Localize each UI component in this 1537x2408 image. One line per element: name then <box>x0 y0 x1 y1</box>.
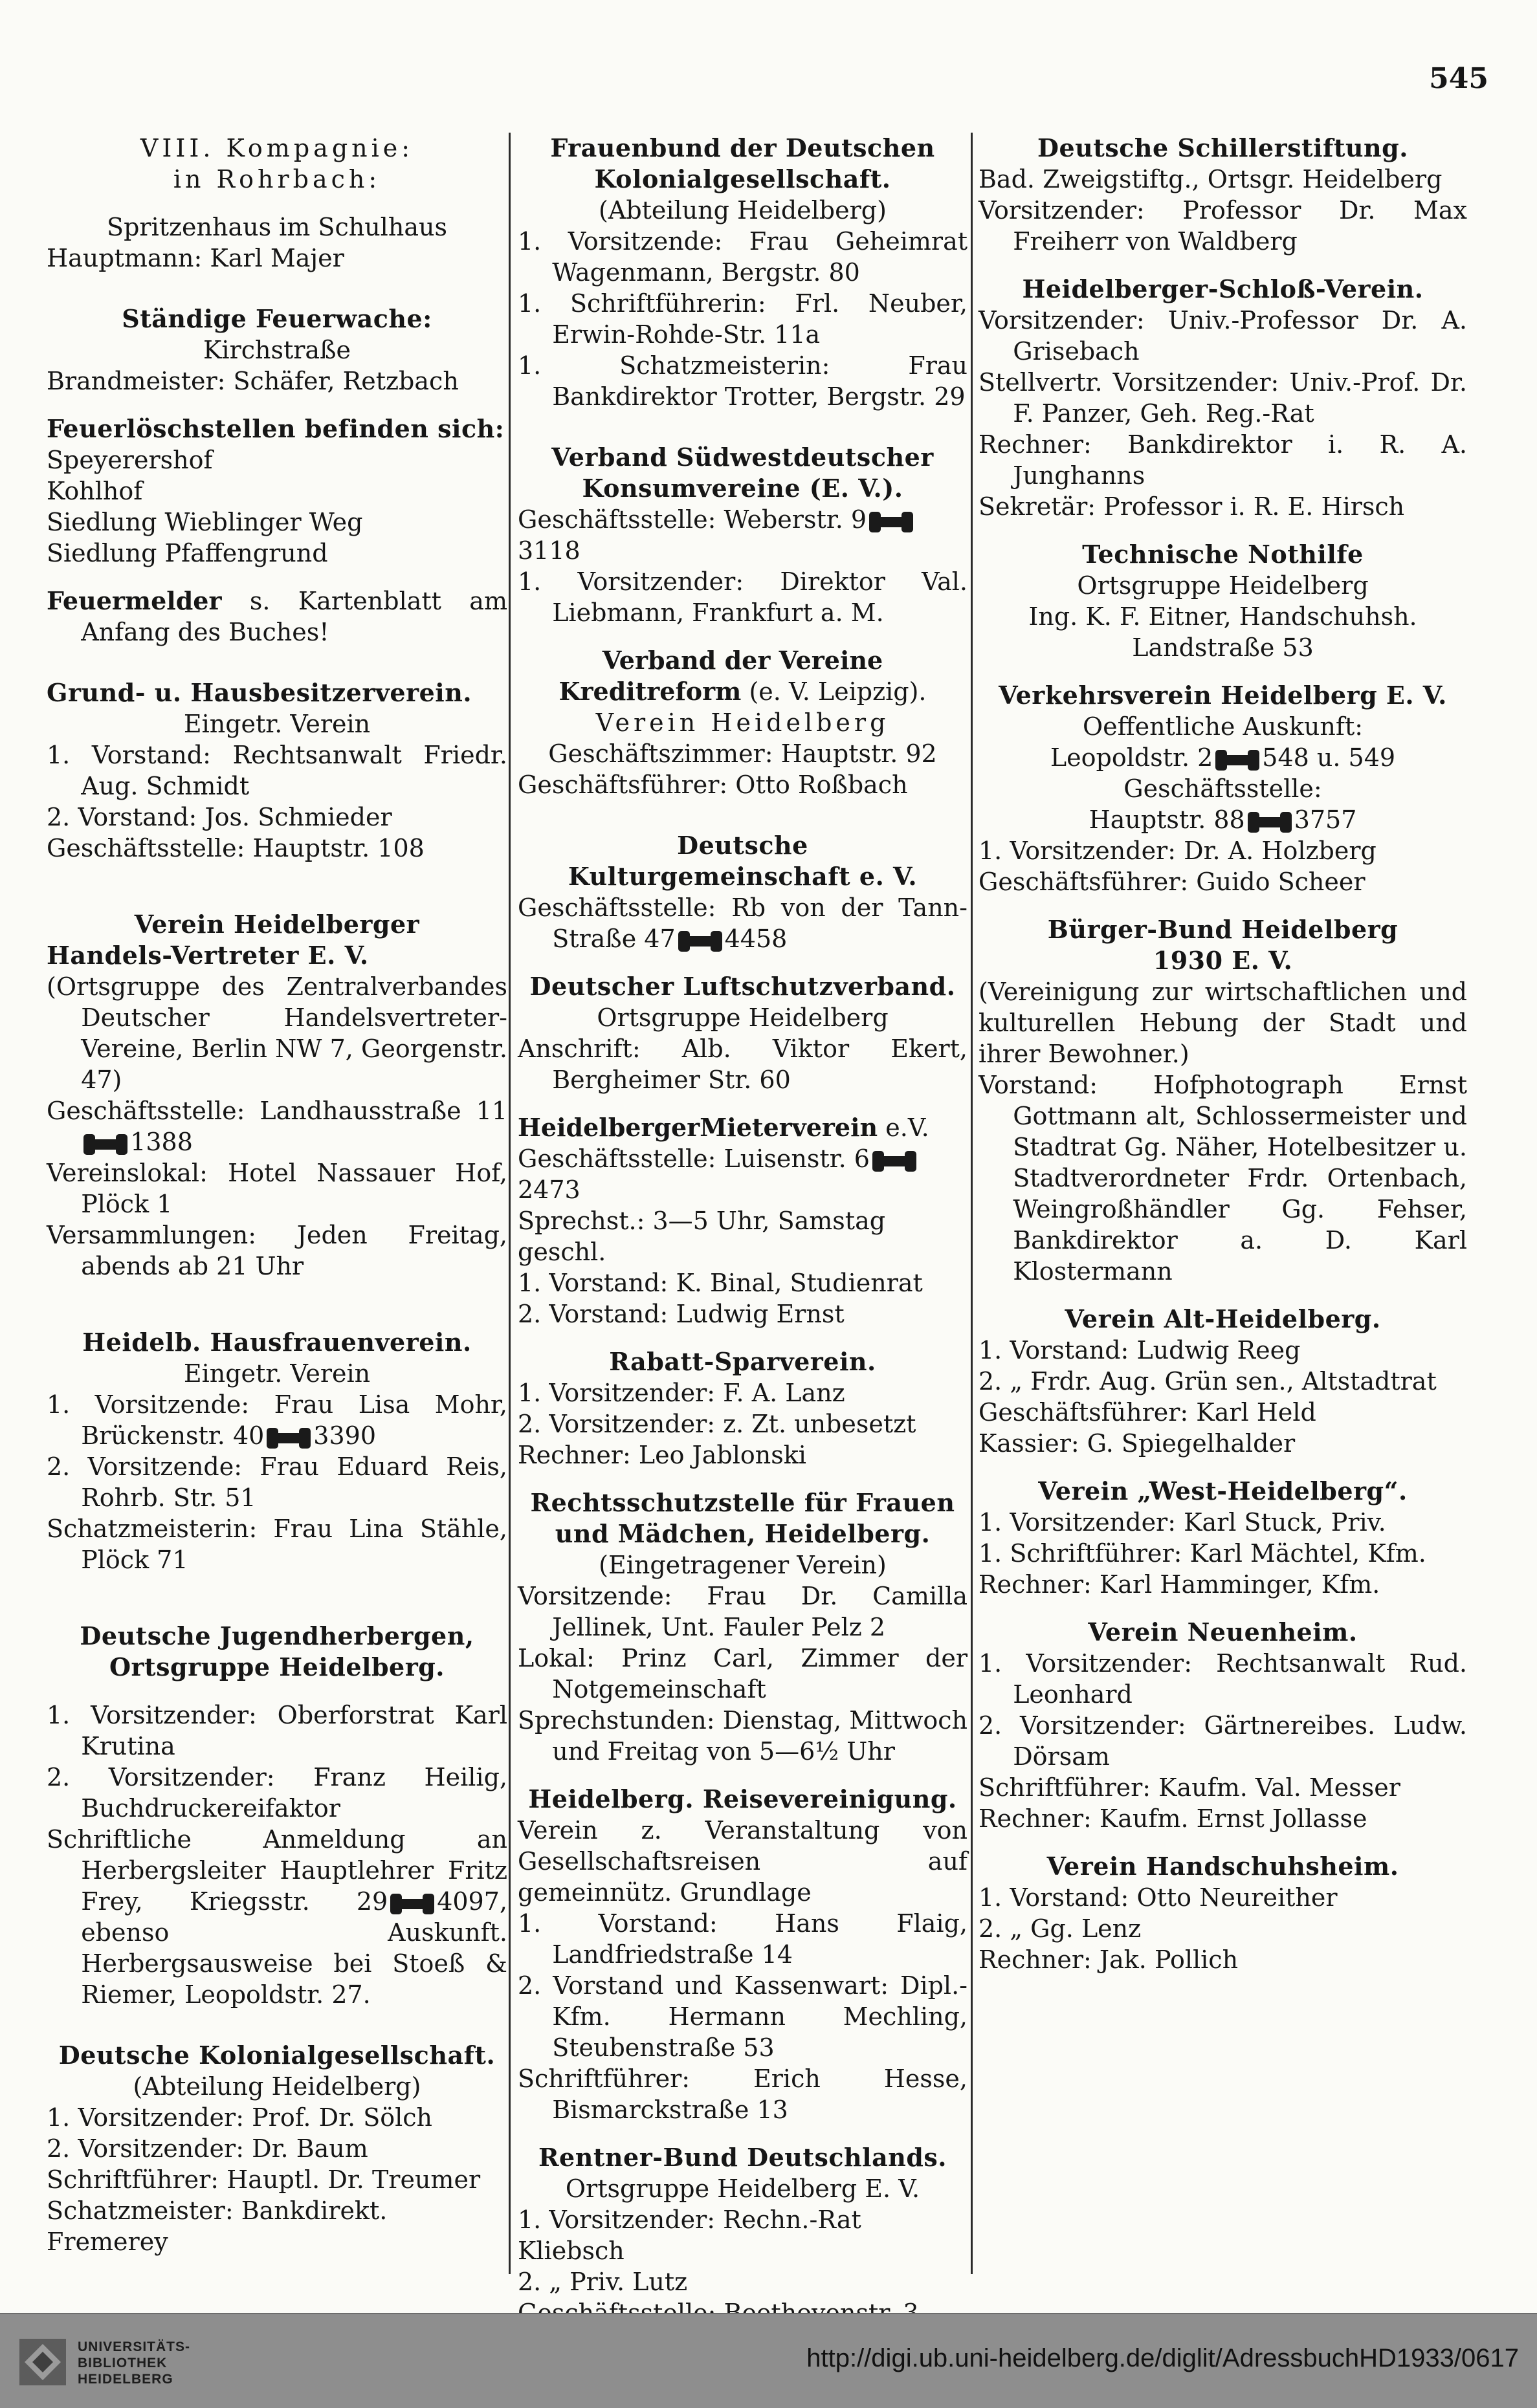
entry-line: Geschäftsführer: Guido Scheer <box>979 868 1366 896</box>
entry-title: Rechtsschutzstelle für Frauen und Mädchen, Heidelberg. <box>530 1488 955 1548</box>
entry-line <box>47 1824 507 2010</box>
entry-line: 1. Vorsitzender: Oberforstrat Karl Krutina <box>47 1701 507 1760</box>
entry-line: Bad. Zweigstiftg., Ortsgr. Heidelberg <box>979 165 1443 193</box>
entry-title: Heidelb. Hausfrauenverein. <box>82 1328 472 1357</box>
entry-line: Eingetr. Verein <box>183 1359 371 1388</box>
entry-line: Kassier: G. Spiegelhalder <box>979 1429 1296 1458</box>
entry-line: 1. Schriftführer: Karl Mächtel, Kfm. <box>979 1539 1426 1568</box>
entry-text: Hauptstr. 88 <box>1089 805 1245 834</box>
entry-line: Schriftführer: Kaufm. Val. Messer <box>979 1773 1400 1802</box>
entry-title: Feuerlöschstellen befinden sich: <box>47 414 505 443</box>
entry-line: 1. Vorstand: Ludwig Reeg <box>979 1336 1301 1364</box>
entry-line: 2. Vorsitzender: Gärtnereibes. Ludw. Dörsam <box>979 1711 1467 1771</box>
entry-line: Sekretär: Professor i. R. E. Hirsch <box>979 492 1405 521</box>
entry-line: Speyerershof <box>47 446 213 474</box>
entry-title: Deutsche <box>677 831 808 860</box>
entry-line: Kirchstraße <box>203 336 351 364</box>
entry-title: VIII. Kompagnie: <box>140 134 414 162</box>
entry-title: Heidelberg. Reisevereinigung. <box>528 1784 957 1813</box>
logo-line: BIBLIOTHEK <box>78 2356 168 2370</box>
entry-title: Ständige Feuerwache: <box>122 304 432 333</box>
telephone-icon <box>393 1899 432 1909</box>
entry-title: Verband Südwestdeutscher Konsumvereine (E. V.). <box>551 443 934 503</box>
entry-line: Anschrift: Alb. Viktor Ekert, Bergheimer Str. 60 <box>518 1034 968 1094</box>
entry-line <box>979 804 1467 835</box>
entry-line: (Abteilung Heidelberg) <box>133 2072 421 2101</box>
entry-line: Ing. K. F. Eitner, Handschuhsh. Landstraße 53 <box>1028 602 1417 662</box>
entry-line <box>979 742 1467 773</box>
phone-number: 1388 <box>130 1128 193 1156</box>
entry-line: Kohlhof <box>47 477 143 505</box>
telephone-icon <box>1218 755 1257 765</box>
entry-subtitle: in Rohrbach: <box>173 165 381 193</box>
entry-line: Siedlung Wieblinger Weg <box>47 508 363 536</box>
telephone-icon <box>872 517 911 527</box>
entry-line: Hauptmann: Karl Majer <box>47 244 344 272</box>
entry-title: Verkehrsverein Heidelberg E. V. <box>999 681 1447 710</box>
logo-line: HEIDELBERG <box>78 2372 173 2387</box>
entry-line: Versammlungen: Jeden Freitag, abends ab 21 Uhr <box>47 1221 507 1280</box>
entry-title: HeidelbergerMieterverein <box>518 1113 878 1142</box>
entry-line: 1. Vorsitzende: Frau Geheimrat Wagenmann, Bergstr. 80 <box>518 227 968 287</box>
phone-number: 4458 <box>724 925 788 953</box>
entry-title: Deutsche Jugendherbergen, <box>80 1621 474 1650</box>
page-number: 545 <box>1429 62 1488 95</box>
entry-line: Schatzmeisterin: Frau Lina Stähle, Plöck 71 <box>47 1515 507 1574</box>
entry-line: Sprechst.: 3—5 Uhr, Samstag geschl. <box>518 1207 886 1266</box>
entry-line: Vorsitzender: Univ.-Professor Dr. A. Grisebach <box>979 306 1467 366</box>
entry-line: (Ortsgruppe des Zentralverbandes Deutscher Handelsvertreter-Vereine, Berlin NW 7, Georgenstr. 47) <box>47 972 507 1094</box>
entry-line: 2. „ Priv. Lutz <box>518 2268 688 2296</box>
entry-line: Ortsgruppe Heidelberg <box>597 1003 889 1032</box>
entry-title: Verein Handschuhsheim. <box>1046 1852 1399 1881</box>
entry-line <box>518 1112 968 1143</box>
entry-line: Eingetr. Verein <box>183 710 371 738</box>
entry-line: Verein z. Veranstaltung von Gesellschaftsreisen auf gemeinnütz. Grundlage <box>518 1816 968 1907</box>
entry-line: Schatzmeister: Bankdirekt. Fremerey <box>47 2196 388 2256</box>
entry-line: Vereinslokal: Hotel Nassauer Hof, Plöck 1 <box>47 1159 507 1218</box>
entry-title: Rabatt-Sparverein. <box>609 1347 876 1376</box>
entry-line <box>518 1143 968 1205</box>
entry-line: Rechner: Kaufm. Ernst Jollasse <box>979 1804 1367 1833</box>
telephone-icon <box>269 1433 308 1443</box>
entry-line: 1. Vorsitzender: Karl Stuck, Priv. <box>979 1508 1386 1537</box>
entry-line: 1. Vorstand: Otto Neureither <box>979 1883 1338 1912</box>
entry-line <box>47 1389 507 1451</box>
entry-line: 1. Vorstand: Hans Flaig, Landfriedstraße 14 <box>518 1909 968 1969</box>
telephone-icon <box>1250 817 1289 827</box>
entry-text: Schriftliche Anmeldung an Herbergsleiter Hauptlehrer Fritz Frey, Kriegsstr. 29 <box>47 1825 507 1916</box>
entry-text: Geschäftsstelle: Landhausstraße 11 <box>47 1097 507 1125</box>
entry-text: 4097, ebenso Auskunft. Herbergsausweise bei Stoeß & Riemer, Leopoldstr. 27. <box>81 1887 507 2009</box>
entry-title: Heidelberger-Schloß-Verein. <box>1022 274 1424 303</box>
entry-line: Verein Heidelberg <box>595 708 890 737</box>
entry-text: 1. Vorsitzende: Frau Lisa Mohr, Brückenstr. 40 <box>47 1390 507 1450</box>
entry-line: 2. Vorsitzender: Dr. Baum <box>47 2134 368 2163</box>
phone-number: 548 u. 549 <box>1262 743 1396 772</box>
phone-number: 3118 <box>518 536 581 565</box>
entry-line <box>518 645 968 707</box>
entry-line: 1. Vorstand: K. Binal, Studienrat <box>518 1269 923 1297</box>
entry-line: Vorsitzende: Frau Dr. Camilla Jellinek, Unt. Fauler Pelz 2 <box>518 1582 968 1641</box>
entry-line: 1. Vorsitzender: F. A. Lanz <box>518 1379 845 1407</box>
entry-line: 2. Vorsitzender: z. Zt. unbesetzt <box>518 1410 916 1438</box>
entry-line: Brandmeister: Schäfer, Retzbach <box>47 367 459 395</box>
entry-line: 2. Vorstand: Jos. Schmieder <box>47 803 392 831</box>
entry-line <box>47 586 507 648</box>
entry-text: Geschäftsstelle: Weberstr. 9 <box>518 505 867 534</box>
column-middle <box>518 133 968 2328</box>
entry-line: Rechner: Leo Jablonski <box>518 1441 806 1469</box>
entry-title: Verein „West-Heidelberg“. <box>1038 1476 1408 1505</box>
entry-title: Bürger-Bund Heidelberg <box>1047 915 1399 944</box>
library-seal-icon <box>18 2337 67 2387</box>
entry-line: (Vereinigung zur wirtschaftlichen und kulturellen Hebung der Stadt und ihrer Bewohner.) <box>979 978 1467 1068</box>
entry-title: 1930 E. V. <box>1153 946 1293 975</box>
entry-line: Vorsitzender: Professor Dr. Max Freiherr von Waldberg <box>979 196 1467 256</box>
phone-number: 2473 <box>518 1176 581 1204</box>
entry-title: Kulturgemeinschaft e. V. <box>568 862 918 891</box>
entry-line: Sprechstunden: Dienstag, Mittwoch und Freitag von 5—6½ Uhr <box>518 1706 968 1766</box>
entry-line <box>518 892 968 954</box>
phone-number: 3390 <box>313 1421 377 1450</box>
entry-line: Geschäftsführer: Otto Roßbach <box>518 771 908 799</box>
entry-line: 2. Vorsitzende: Frau Eduard Reis, Rohrb. Str. 51 <box>47 1452 507 1512</box>
entry-line: Schriftführer: Erich Hesse, Bismarckstraße 13 <box>518 2064 968 2124</box>
entry-line: Spritzenhaus im Schulhaus <box>107 213 447 241</box>
library-logo[interactable] <box>13 2327 246 2396</box>
telephone-icon <box>681 936 720 947</box>
entry-line: 1. Vorsitzender: Dr. A. Holzberg <box>979 837 1377 865</box>
entry-line: 1. Schriftführerin: Frl. Neuber, Erwin-Rohde-Str. 11a <box>518 289 968 349</box>
entry-title: Deutsche Kolonialgesellschaft. <box>58 2041 496 2070</box>
logo-line: UNIVERSITÄTS- <box>78 2339 191 2354</box>
entry-title: Deutsche Schillerstiftung. <box>1037 133 1408 162</box>
entry-line: 1. Vorsitzender: Prof. Dr. Sölch <box>47 2103 433 2132</box>
entry-line: Ortsgruppe Heidelberg <box>1077 571 1369 600</box>
entry-text: (e. V. Leipzig). <box>749 677 927 706</box>
entry-line: Rechner: Bankdirektor i. R. A. Junghanns <box>979 430 1467 490</box>
entry-line: Rechner: Jak. Pollich <box>979 1945 1239 1974</box>
entry-line: Vorstand: Hofphotograph Ernst Gottmann alt, Schlossermeister und Stadtrat Gg. Näher, Hotelbesitzer u. Stadtverordneter Frdr. Ortenbach, Weingroßhändler Gg. Fehser, Bankdirektor a. D. Karl Klostermann <box>979 1071 1467 1286</box>
entry-title: Deutscher Luftschutzverband. <box>529 972 956 1001</box>
entry-line: 1. Schatzmeisterin: Frau Bankdirektor Trotter, Bergstr. 29 <box>518 351 968 411</box>
library-logo-text <box>78 2339 190 2387</box>
column-left <box>47 133 507 2257</box>
entry-line: (Abteilung Heidelberg) <box>599 196 887 224</box>
entry-line: 1. Vorsitzender: Rechtsanwalt Rud. Leonhard <box>979 1649 1467 1709</box>
entry-line: Geschäftszimmer: Hauptstr. 92 <box>548 739 937 768</box>
entry-text: e.V. <box>885 1113 929 1142</box>
entry-line: 2. Vorstand und Kassenwart: Dipl.-Kfm. Hermann Mechling, Steubenstraße 53 <box>518 1971 968 2062</box>
column-rule-left <box>509 133 511 2274</box>
telephone-icon <box>875 1156 914 1166</box>
entry-line: Geschäftsführer: Karl Held <box>979 1398 1316 1427</box>
footer-bar <box>0 2313 1537 2408</box>
entry-line <box>47 1095 507 1157</box>
entry-line: (Eingetragener Verein) <box>599 1551 887 1579</box>
entry-line: 2. „ Gg. Lenz <box>979 1914 1142 1943</box>
entry-text: Geschäftsstelle: Luisenstr. 6 <box>518 1144 870 1173</box>
entry-title: Verband der Vereine Kreditreform <box>558 646 883 706</box>
entry-title: Frauenbund der Deutschen Kolonialgesellschaft. <box>550 133 935 193</box>
entry-line: Rechner: Karl Hamminger, Kfm. <box>979 1570 1380 1599</box>
entry-line: Siedlung Pfaffengrund <box>47 539 328 567</box>
entry-title: Ortsgruppe Heidelberg. <box>109 1652 445 1681</box>
phone-number: 3757 <box>1294 805 1357 834</box>
telephone-icon <box>86 1139 125 1150</box>
entry-line: 1. Vorstand: Rechtsanwalt Friedr. Aug. Schmidt <box>47 741 507 800</box>
entry-title: Grund- u. Hausbesitzerverein. <box>47 678 472 707</box>
entry-title: Feuermelder <box>47 586 222 615</box>
entry-line <box>518 504 968 566</box>
entry-title: Rentner-Bund Deutschlands. <box>538 2143 947 2172</box>
entry-line: Stellvertr. Vorsitzender: Univ.-Prof. Dr. F. Panzer, Geh. Reg.-Rat <box>979 368 1467 428</box>
column-right <box>979 133 1467 1975</box>
entry-text: Geschäftsstelle: Rb von der Tann-Straße 47 <box>518 893 968 953</box>
entry-line: 2. Vorstand: Ludwig Ernst <box>518 1300 845 1328</box>
entry-text: s. Kartenblatt am Anfang des Buches! <box>81 587 507 646</box>
entry-line: 1. Vorsitzender: Direktor Val. Liebmann, Frankfurt a. M. <box>518 567 968 627</box>
entry-line: Geschäftsstelle: <box>1123 774 1322 803</box>
entry-line: Ortsgruppe Heidelberg E. V. <box>565 2174 920 2203</box>
entry-line: Lokal: Prinz Carl, Zimmer der Notgemeinschaft <box>518 1644 968 1703</box>
source-url-link[interactable]: http://digi.ub.uni-heidelberg.de/diglit/AdressbuchHD1933/0617 <box>806 2344 1519 2372</box>
entry-line: Geschäftsstelle: Hauptstr. 108 <box>47 834 425 862</box>
entry-line: 2. Vorsitzender: Franz Heilig, Buchdruckereifaktor <box>47 1763 507 1822</box>
entry-title: Handels-Vertreter E. V. <box>47 941 369 970</box>
entry-line: Oeffentliche Auskunft: <box>1082 712 1364 741</box>
entry-text: Leopoldstr. 2 <box>1050 743 1213 772</box>
entry-title: Verein Heidelberger <box>134 910 420 939</box>
entry-line: 2. „ Frdr. Aug. Grün sen., Altstadtrat <box>979 1367 1437 1396</box>
column-rule-right <box>971 133 973 2274</box>
entry-title: Verein Neuenheim. <box>1088 1617 1358 1647</box>
entry-title: Technische Nothilfe <box>1082 540 1364 569</box>
entry-line: Schriftführer: Hauptl. Dr. Treumer <box>47 2165 481 2194</box>
entry-title: Verein Alt-Heidelberg. <box>1065 1304 1381 1333</box>
entry-line: 1. Vorsitzender: Rechn.-Rat Kliebsch <box>518 2206 861 2265</box>
